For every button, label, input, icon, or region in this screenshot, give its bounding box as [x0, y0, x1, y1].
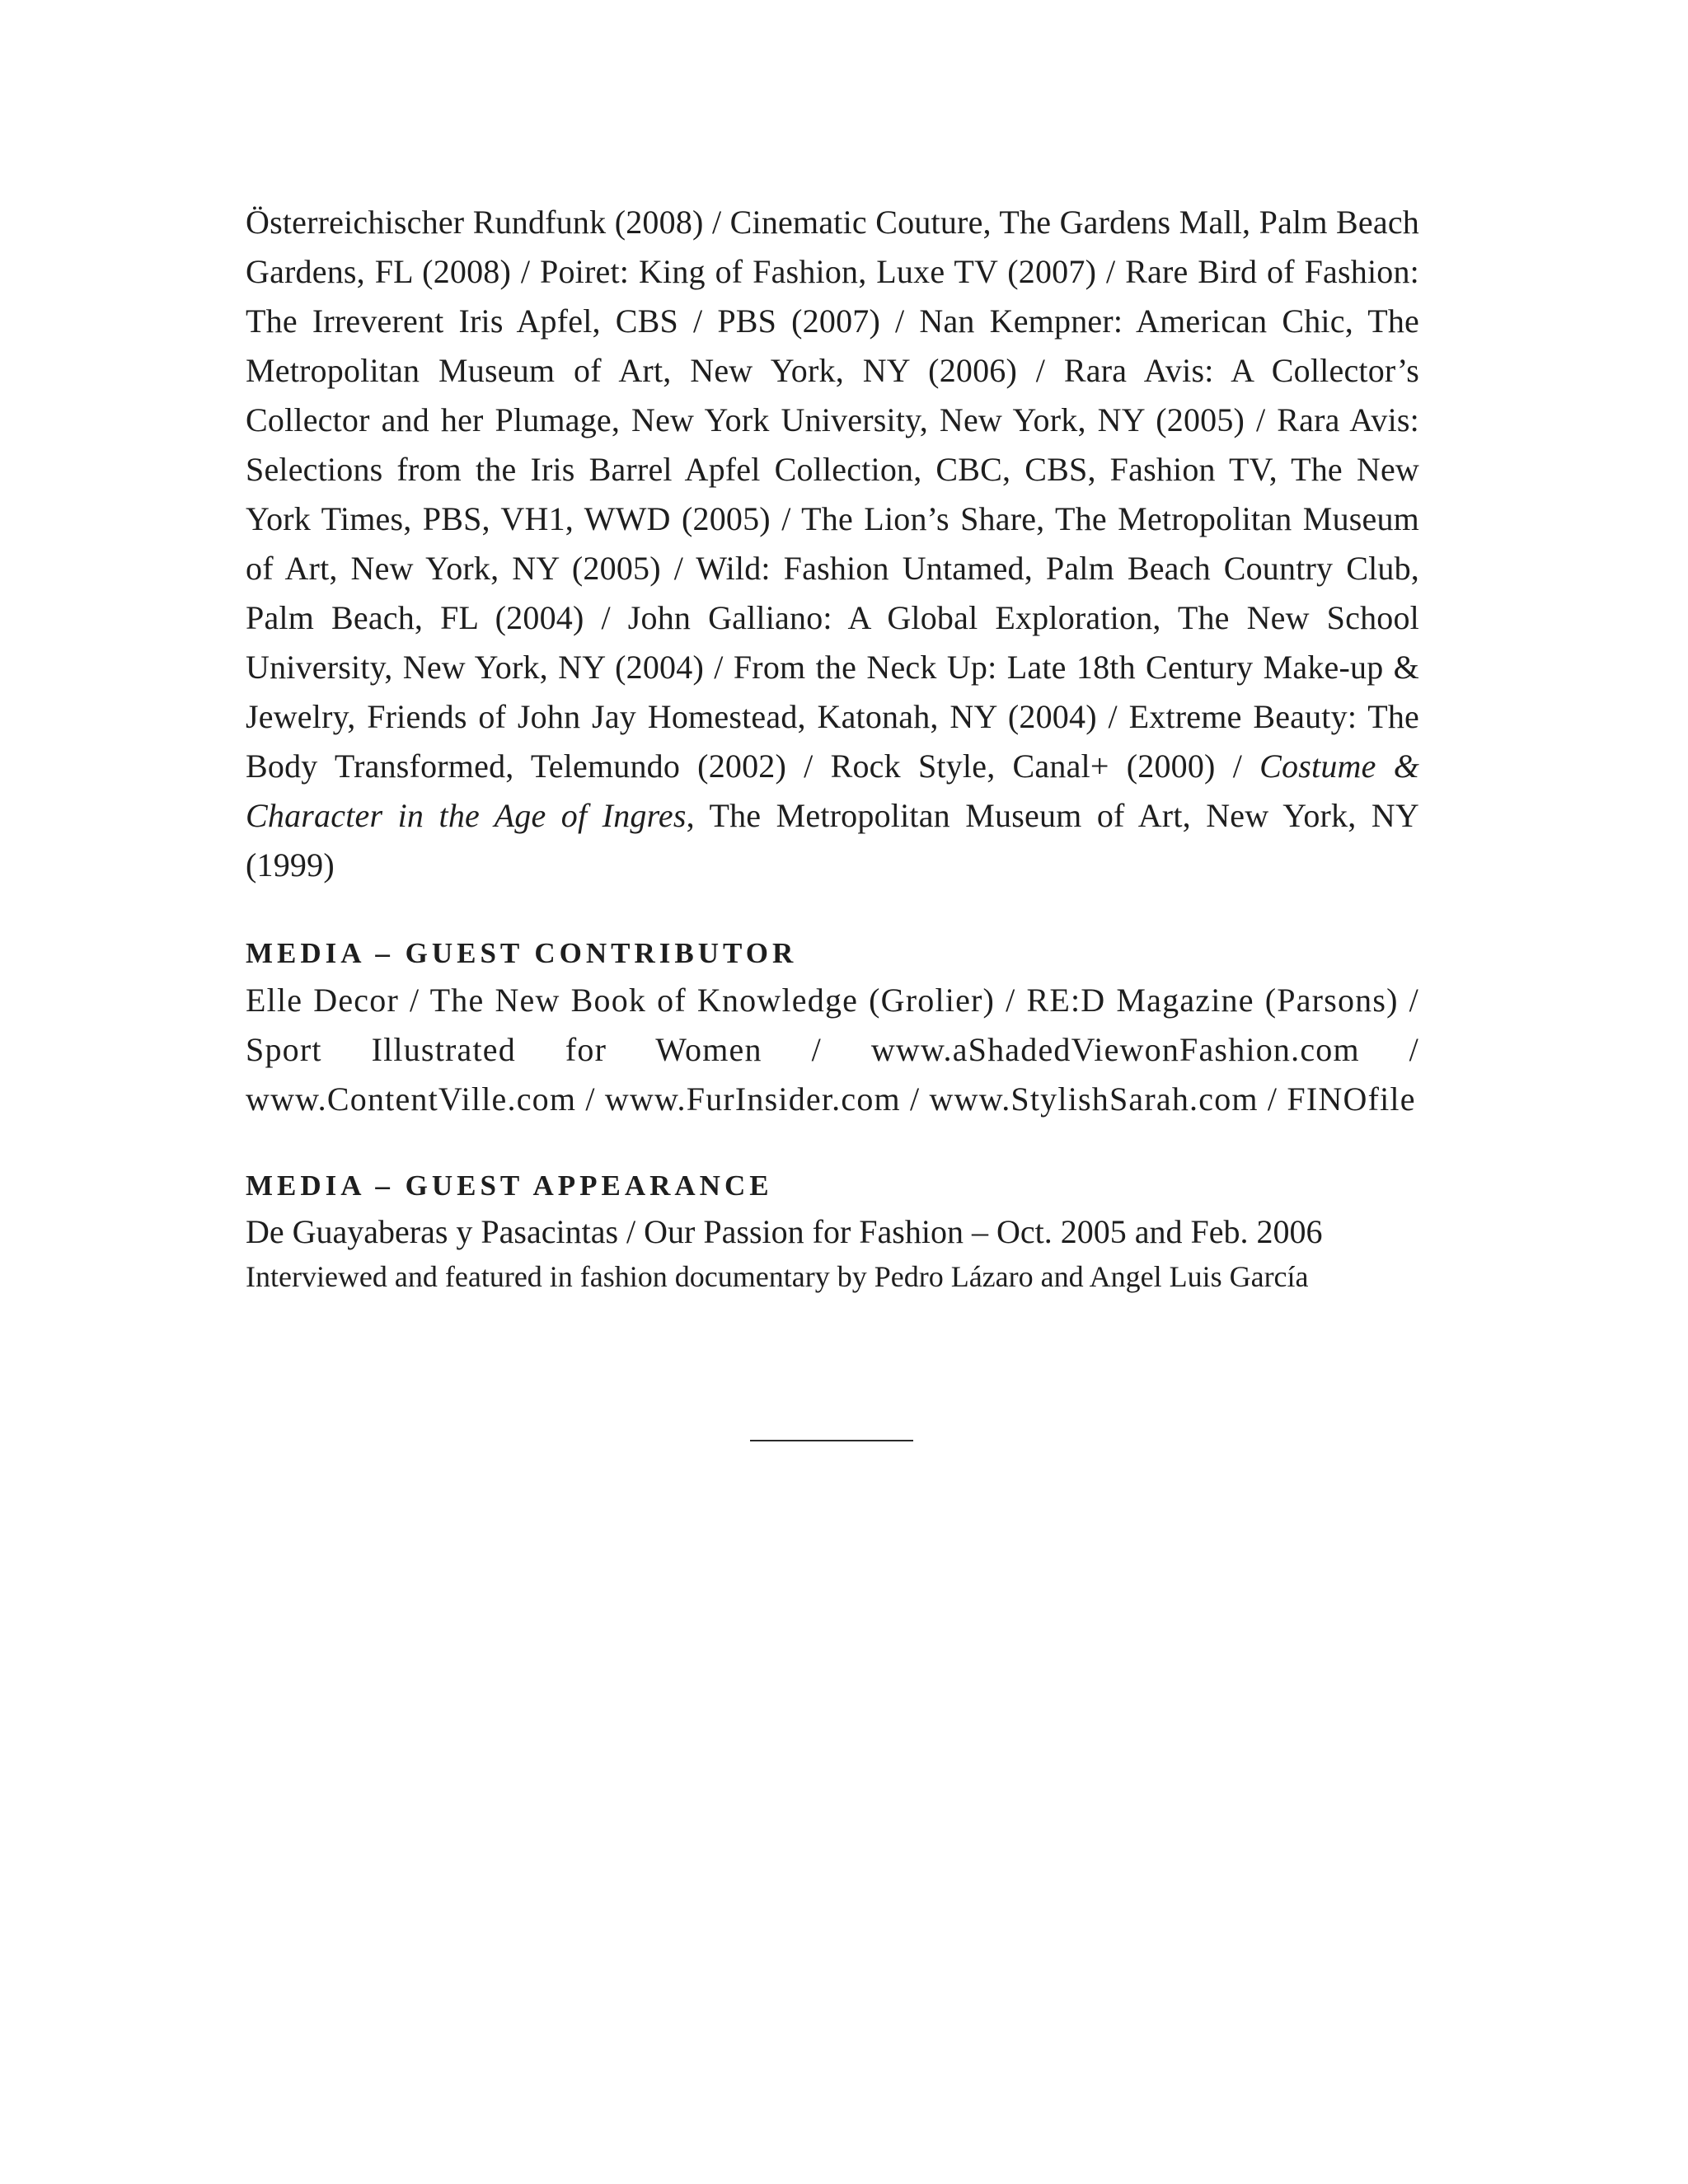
section-heading-guest-contributor: MEDIA – GUEST CONTRIBUTOR: [246, 937, 798, 969]
guest-appearance-detail: Interviewed and featured in fashion documentary by Pedro Lázaro and Angel Luis García: [246, 1260, 1309, 1293]
exhibitions-text-end: , The Metropolitan Museum of Art, New York, NY (1999): [246, 797, 1419, 883]
guest-contributor-text: Elle Decor / The New Book of Knowledge (Grolier) / RE:D Magazine (Parsons) / Sport Illustrated for Women / www.aShadedViewonFashion.com / www.ContentVille.com / www.FurInsider.com / www.StylishSarah.com / FINOfile: [246, 982, 1419, 1118]
spacer: [246, 890, 1419, 931]
exhibitions-text: Österreichischer Rundfunk (2008) / Cinematic Couture, The Gardens Mall, Palm Beach Gardens, FL (2008) / Poiret: King of Fashion, Luxe TV (2007) / Rare Bird of Fashion: The Irreverent Iris Apfel, CBS / PBS (2007) / Nan Kempner: American Chic, The Metropolitan Museum of Art, New York, NY (2006) / Rara Avis: A Collector’s Collector and her Plumage, New York University, New York, NY (2005) / Rara Avis: Selections from the Iris Barrel Apfel Collection, CBC, CBS, Fashion TV, The New York Times, PBS, VH1, WWD (2005) / The Lion’s Share, The Metropolitan Museum of Art, New York, NY (2005) / Wild: Fashion Untamed, Palm Beach Country Club, Palm Beach, FL (2004) / John Galliano: A Global Exploration, The New School University, New York, NY (2004) / From the Neck Up: Late 18th Century Make-up & Jewelry, Friends of John Jay Homestead, Katonah, NY (2004) / Extreme Beauty: The Body Transformed, Telemundo (2002) / Rock Style, Canal+ (2000) /: [246, 204, 1419, 785]
exhibitions-paragraph: [246, 198, 1419, 890]
content-column: [246, 198, 1419, 1297]
spacer: [246, 1124, 1419, 1164]
section-heading-guest-appearance: MEDIA – GUEST APPEARANCE: [246, 1169, 773, 1202]
exhibitions-italic-title: Costume & Character in the Age of Ingres: [246, 748, 1420, 834]
guest-appearance-title: De Guayaberas y Pasacintas / Our Passion for Fashion – Oct. 2005 and Feb. 2006: [246, 1213, 1323, 1250]
section-end-rule: [750, 1440, 913, 1441]
